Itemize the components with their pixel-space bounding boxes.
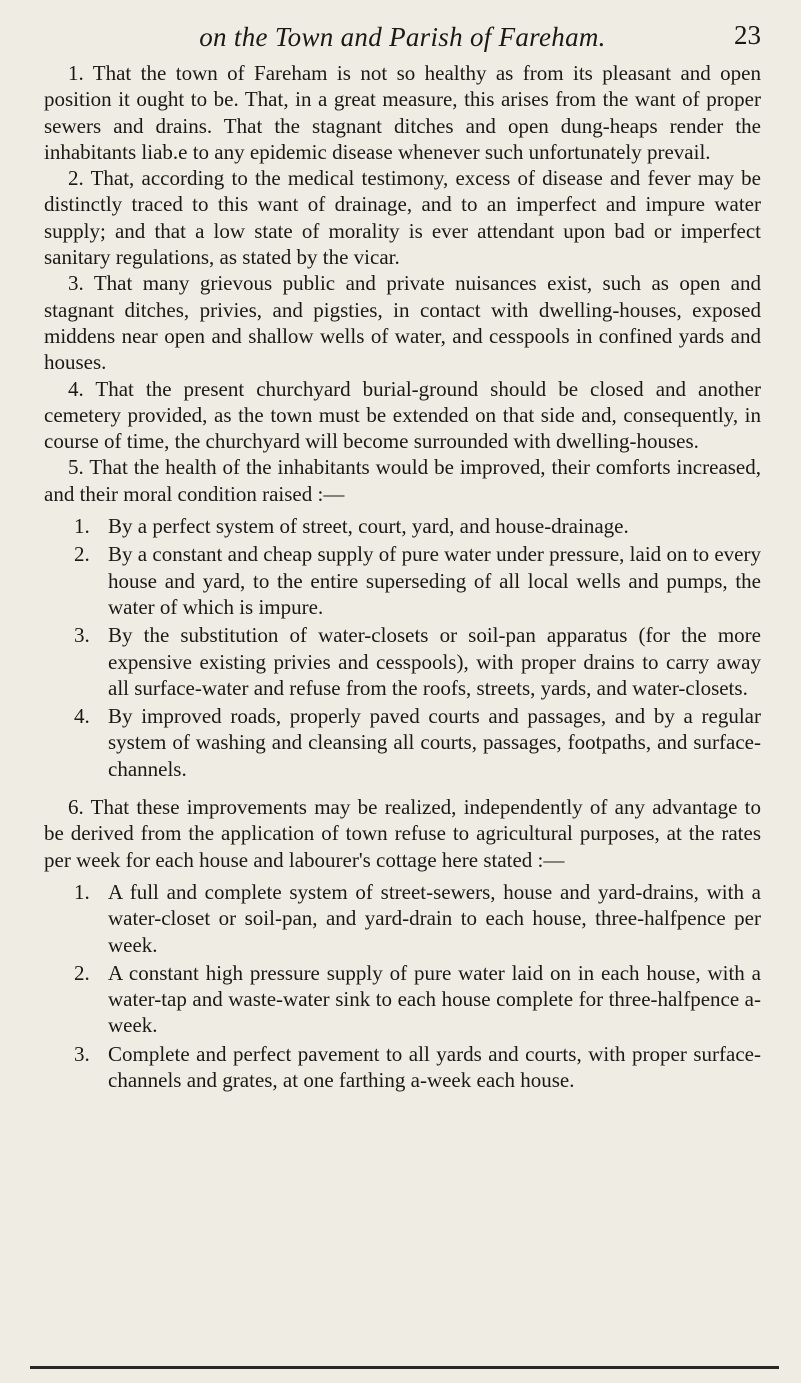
list-item (44, 541, 761, 620)
list-item-number: 2. (74, 542, 90, 567)
paragraph-number: 3. (68, 271, 84, 296)
improvements-list (44, 513, 761, 782)
list-item-text: By the substitution of water-closets or soil-pan apparatus (for the more expensive existing privies and cesspools), with proper drains to carry away all surface-water and refuse from the roofs, streets, yards, and water-closets. (108, 623, 761, 700)
paragraph-number: 1. (68, 61, 84, 85)
bottom-rule (30, 1366, 779, 1369)
paragraph-5 (44, 454, 761, 507)
list-item-text: By a constant and cheap supply of pure water under pressure, laid on to every house and yard, to the entire superseding of all local wells and pumps, the water of which is impure. (108, 542, 761, 619)
page-number: 23 (734, 20, 761, 50)
paragraph-text: That many grievous public and private nuisances exist, such as open and stagnant ditches, privies, and pigsties, in contact with dwelling-houses, exposed middens near open and shallow wells of water, and cesspools in confined yards and houses. (44, 271, 761, 375)
list-item-number: 3. (74, 623, 90, 648)
list-item (44, 622, 761, 701)
paragraph-number: 6. (68, 795, 84, 820)
paragraph-2 (44, 165, 761, 270)
paragraph-6 (44, 794, 761, 873)
list-item-text: By improved roads, properly paved courts and passages, and by a regular system of washing and cleansing all courts, passages, footpaths, and surface-channels. (108, 704, 761, 781)
running-title: on the Town and Parish of Fareham. (199, 22, 606, 52)
list-item-text: A full and complete system of street-sewers, house and yard-drains, with a water-closet or soil-pan, and yard-drain to each house, three-halfpence per week. (108, 879, 761, 957)
paragraph-4 (44, 376, 761, 455)
list-item-number: 3. (74, 1041, 90, 1066)
paragraph-text: That the health of the inhabitants would be improved, their comforts increased, and their moral condition raised :— (44, 455, 762, 506)
paragraph-3 (44, 270, 761, 375)
list-item (44, 703, 761, 782)
list-item-text: Complete and perfect pavement to all yards and courts, with proper surface-channels and grates, at one farthing a-week each house. (108, 1041, 761, 1092)
paragraph-text: That the present churchyard burial-ground should be closed and another cemetery provided, as the town must be extended on that side and, consequently, in course of time, the churchyard will become surrounded with dwelling-houses. (44, 376, 761, 454)
list-item (44, 960, 761, 1039)
paragraph-text: That the town of Fareham is not so healthy as from its pleasant and open position it ought to be. That, in a great measure, this arises from the want of proper sewers and drains. That the stagnant ditches and open dung-heaps render the inhabitants liab.e to any epidemic disease whenever such unfortunately prevail. (44, 61, 761, 164)
paragraph-1 (44, 60, 761, 165)
rates-list (44, 879, 761, 1093)
list-item-text: By a perfect system of street, court, yard, and house-drainage. (108, 514, 629, 539)
list-item (44, 879, 761, 958)
list-item-number: 1. (74, 514, 90, 539)
list-item (44, 1041, 761, 1094)
page-header (44, 0, 761, 60)
list-item-text: A constant high pressure supply of pure water laid on in each house, with a water-tap and waste-water sink to each house complete for three-halfpence a-week. (108, 960, 761, 1038)
paragraph-text: That these improvements may be realized, independently of any advantage to be derived from the application of town refuse to agricultural purposes, at the rates per week for each house and labourer's cottage here stated :— (44, 795, 761, 872)
body-text (44, 60, 761, 1093)
paragraph-number: 5. (68, 455, 84, 480)
paragraph-text: That, according to the medical testimony, excess of disease and fever may be distinctly traced to this want of drainage, and to an imperfect and impure water supply; and that a low state of morality is ever attendant upon bad or imperfect sanitary regulations, as stated by the vicar. (44, 166, 762, 270)
list-item-number: 1. (74, 879, 90, 904)
paragraph-number: 4. (68, 376, 84, 401)
list-item (44, 513, 761, 539)
paragraph-number: 2. (68, 166, 84, 191)
list-item-number: 4. (74, 704, 90, 729)
list-item-number: 2. (74, 960, 90, 985)
